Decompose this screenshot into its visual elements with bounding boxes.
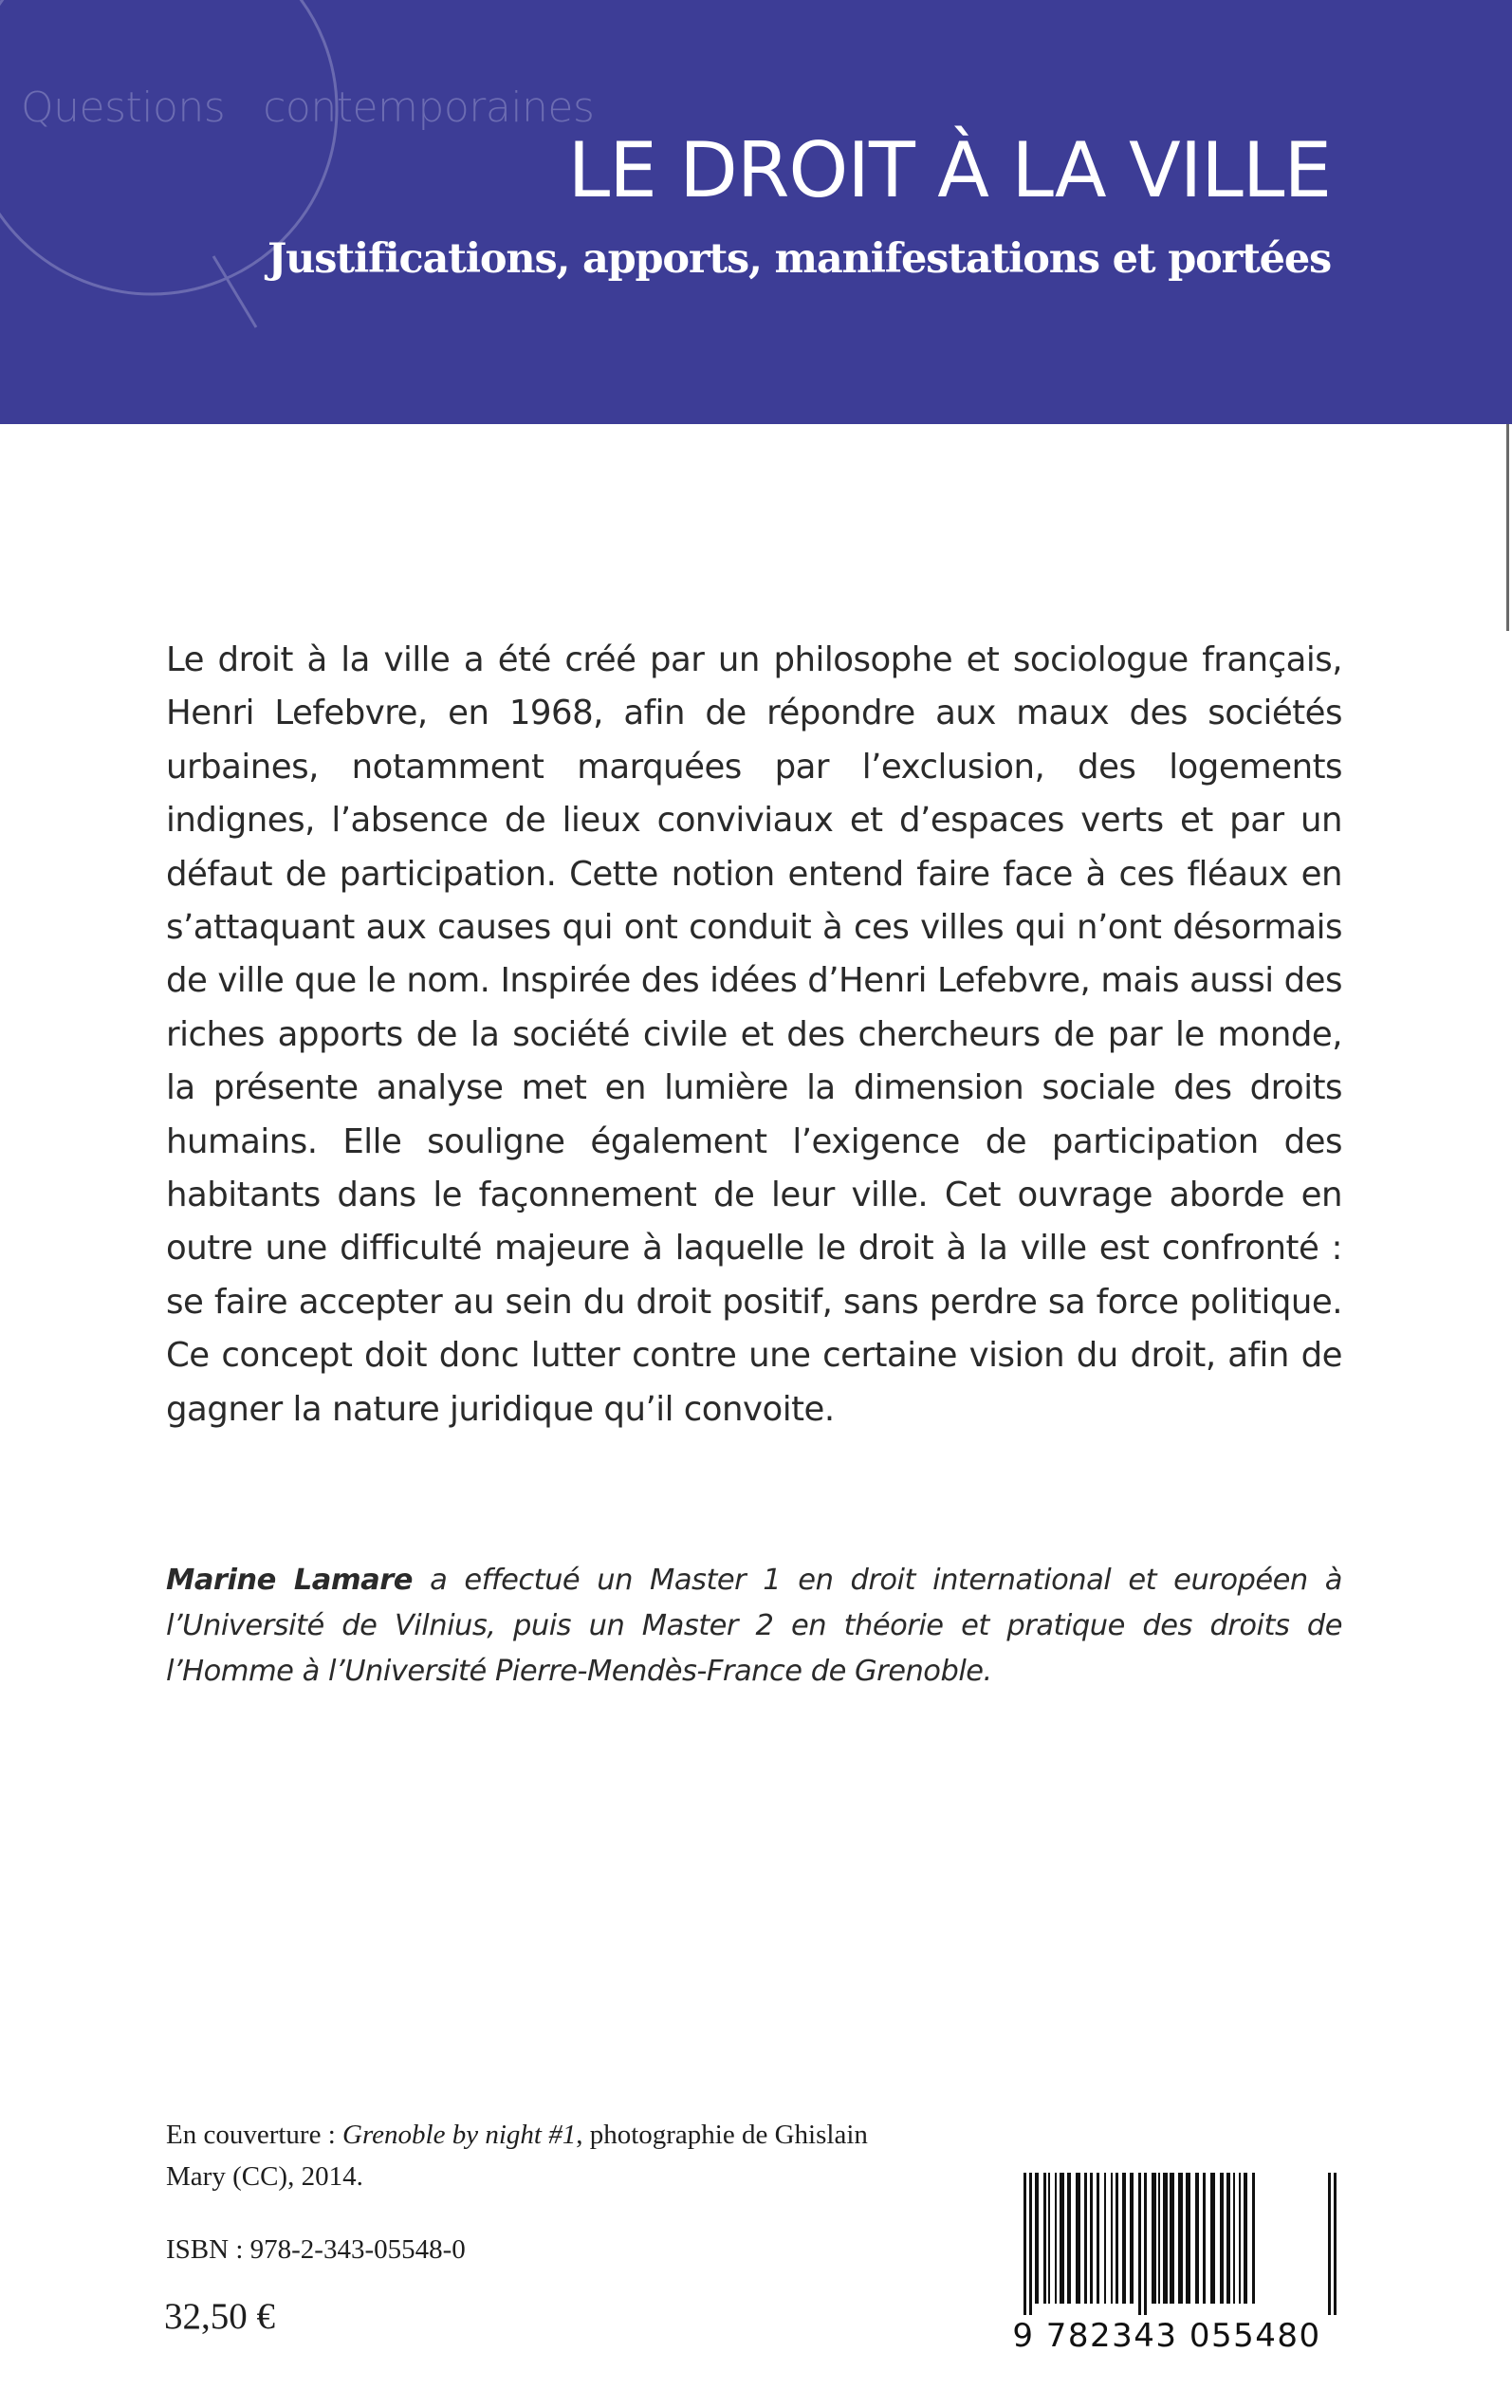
cover-credit-suffix: , photographie de Ghislain Mary (CC), 2014. <box>166 2120 868 2192</box>
book-summary: Le droit à la ville a été créé par un philosophe et sociologue français, Henri Lefebvre, en 1968, afin de répondre aux maux des sociétés urbaines, notamment marquées par l’exclusion, des logements indignes, l’absence de lieux conviviaux et d’espaces verts et par un défaut de participation. Cette notion entend faire face à ces fléaux en s’attaquant aux causes qui ont conduit à ces villes qui n’ont désormais de ville que le nom. Inspirée des idées d’Henri Lefebvre, mais aussi des riches apports de la société civile et des chercheurs de par le monde, la présente analyse met en lumière la dimension sociale des droits humains. Elle souligne également l’exigence de participation des habitants dans le façonnement de leur ville. Cet ouvrage aborde en outre une difficulté majeure à laquelle le droit à la ville est confronté : se faire accepter au sein du droit positif, sans perdre sa force politique. Ce concept doit donc lutter contre une certaine vision du droit, afin de gagner la nature juridique qu’il convoite. <box>166 640 1342 1429</box>
edge-mark <box>1506 424 1509 631</box>
cover-header-band <box>0 0 1512 424</box>
author-bio <box>166 1558 1342 1695</box>
cover-photo-title: Grenoble by night #1 <box>342 2120 577 2150</box>
barcode <box>982 2173 1352 2372</box>
barcode-digits: 9 782343 055480 <box>1012 2317 1321 2355</box>
author-name: Marine Lamare <box>166 1564 413 1597</box>
book-title: LE DROIT À LA VILLE <box>567 126 1331 214</box>
series-name-word2: contemporaines <box>263 83 595 132</box>
barcode-icon <box>1020 2173 1342 2315</box>
series-name-word1: Questions <box>21 83 226 132</box>
series-name <box>21 83 594 132</box>
isbn: ISBN : 978-2-343-05548-0 <box>166 2234 466 2265</box>
author-bio-text: a effectué un Master 1 en droit international et européen à l’Université de Vilnius, puis un Master 2 en théorie et pratique des droits de l’Homme à l’Université Pierre-Mendès-France de Grenoble. <box>166 1564 1342 1688</box>
cover-credit-prefix: En couverture : <box>166 2120 343 2150</box>
book-subtitle: Justifications, apports, manifestations et portées <box>267 235 1331 283</box>
price: 32,50 € <box>164 2296 275 2337</box>
cover-credit <box>166 2114 925 2197</box>
